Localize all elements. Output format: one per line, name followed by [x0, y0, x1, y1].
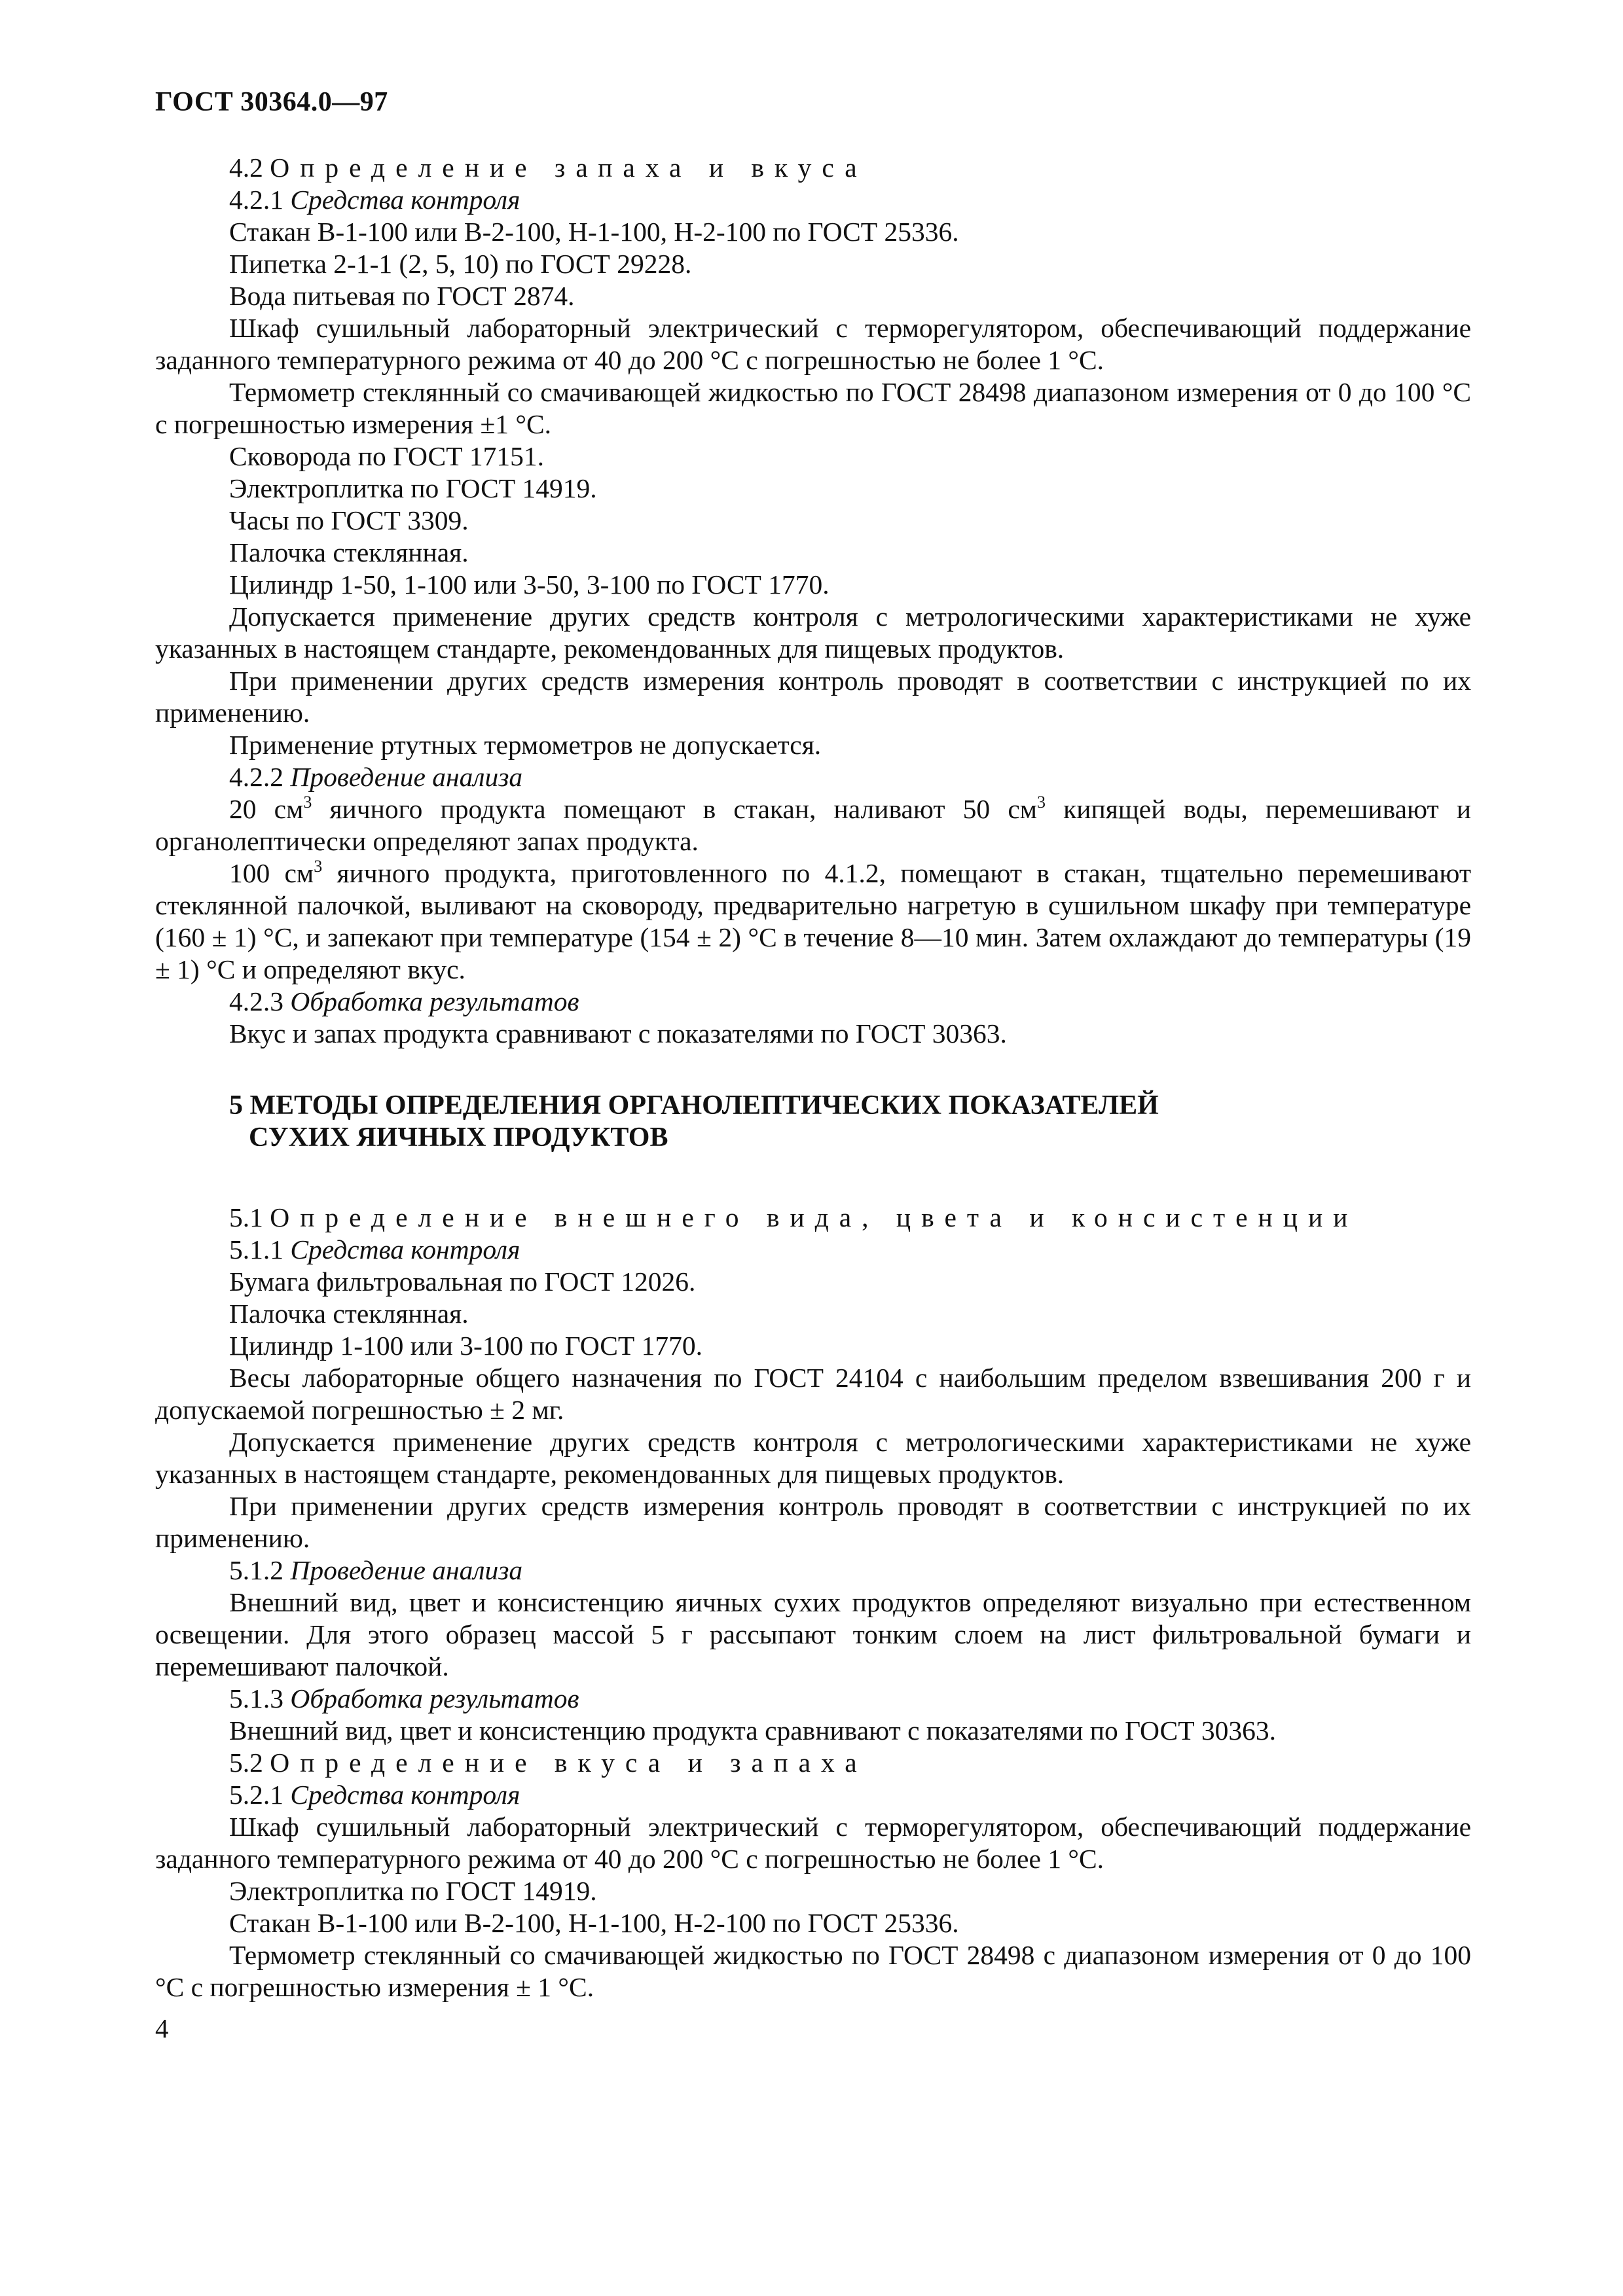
paragraph: Бумага фильтровальная по ГОСТ 12026. — [229, 1266, 696, 1297]
paragraph: 20 $см^3$ яичного продукта помещают в стакан, наливают 50 $см^3$ кипящей воды, перемешивают и органолептически определяют запах продукта. — [155, 793, 1471, 856]
section-5-title: 5 МЕТОДЫ ОПРЕДЕЛЕНИЯ ОРГАНОЛЕПТИЧЕСКИХ ПОКАЗАТЕЛЕЙ СУХИХ ЯИЧНЫХ ПРОДУКТОВ — [229, 1090, 1159, 1153]
spaced-heading-text: Определение вкуса и запаха — [270, 1748, 867, 1778]
paragraph: Цилиндр 1-50, 1-100 или 3-50, 3-100 по ГОСТ 1770. — [229, 569, 830, 600]
clause-4-2-2: 4.2.2 Проведение анализа — [229, 762, 523, 792]
spaced-heading-text: Определение внешнего вида, цвета и консистенции — [270, 1202, 1359, 1232]
document-body — [155, 152, 1471, 2003]
clause-5-1-3: 5.1.3 Обработка результатов — [229, 1683, 579, 1713]
paragraph: Допускается применение других средств контроля с метрологическими характеристиками не хуже указанных в настоящем стандарте, рекомендованных для пищевых продуктов. — [155, 601, 1471, 664]
paragraph: Шкаф сушильный лабораторный электрический с терморегулятором, обеспечивающий поддержание заданного температурного режима от 40 до 200 °С с погрешностью не более 1 °С. — [155, 313, 1471, 375]
paragraph: Сковорода по ГОСТ 17151. — [229, 441, 545, 471]
document-header: ГОСТ 30364.0—97 — [155, 87, 388, 117]
paragraph: Стакан В-1-100 или В-2-100, Н-1-100, Н-2-100 по ГОСТ 25336. — [229, 1908, 959, 1938]
paragraph: Часы по ГОСТ 3309. — [229, 505, 469, 535]
clause-5-2-1: 5.2.1 Средства контроля — [229, 1780, 520, 1810]
clause-5-1-1: 5.1.1 Средства контроля — [229, 1234, 520, 1265]
paragraph: Палочка стеклянная. — [229, 1299, 469, 1329]
paragraph: При применении других средств измерения контроль проводят в соответствии с инструкцией по их применению. — [155, 1491, 1471, 1553]
paragraph: Термометр стеклянный со смачивающей жидкостью по ГОСТ 28498 диапазоном измерения от 0 до 100 °С с погрешностью измерения ±1 °С. — [155, 377, 1471, 439]
paragraph: Электроплитка по ГОСТ 14919. — [229, 473, 597, 503]
paragraph: Термометр стеклянный со смачивающей жидкостью по ГОСТ 28498 с диапазоном измерения от 0 до 100 °С с погрешностью измерения ± 1 °С. — [155, 1940, 1471, 2002]
paragraph: Применение ртутных термометров не допускается. — [229, 730, 822, 760]
paragraph: Цилиндр 1-100 или 3-100 по ГОСТ 1770. — [229, 1331, 702, 1361]
subsection-heading-5-1: 5.1 Определение внешнего вида, цвета и консистенции — [229, 1202, 1359, 1232]
paragraph: Внешний вид, цвет и консистенцию продукта сравнивают с показателями по ГОСТ 30363. — [229, 1715, 1277, 1746]
paragraph: Весы лабораторные общего назначения по ГОСТ 24104 с наибольшим пределом взвешивания 200 г и допускаемой погрешностью ± 2 мг. — [155, 1363, 1471, 1425]
paragraph: Палочка стеклянная. — [229, 537, 469, 567]
clause-4-2-3: 4.2.3 Обработка результатов — [229, 986, 579, 1016]
paragraph: Вкус и запах продукта сравнивают с показателями по ГОСТ 30363. — [229, 1018, 1007, 1049]
spaced-heading-text: Определение запаха и вкуса — [270, 152, 867, 183]
paragraph: При применении других средств измерения контроль проводят в соответствии с инструкцией по их применению. — [155, 666, 1471, 728]
paragraph: Вода питьевая по ГОСТ 2874. — [229, 281, 575, 311]
paragraph: Допускается применение других средств контроля с метрологическими характеристиками не хуже указанных в настоящем стандарте, рекомендованных для пищевых продуктов. — [155, 1427, 1471, 1489]
paragraph: Электроплитка по ГОСТ 14919. — [229, 1876, 597, 1906]
subsection-heading-5-2: 5.2 Определение вкуса и запаха — [229, 1748, 867, 1778]
paragraph: 100 $см^3$ яичного продукта, приготовленного по 4.1.2, помещают в стакан, тщательно перемешивают стеклянной палочкой, выливают на сковороду, предварительно нагретую в сушильном шкафу при температуре (160 ± 1) °С, и запекают при температуре (154 ± 2) °С в течение 8—10 мин. Затем охлаждают до температуры (19 ± 1) °С и определяют вкус. — [155, 857, 1471, 984]
clause-5-1-2: 5.1.2 Проведение анализа — [229, 1555, 523, 1585]
page-number: 4 — [155, 2013, 169, 2043]
paragraph: Пипетка 2-1-1 (2, 5, 10) по ГОСТ 29228. — [229, 249, 692, 279]
subsection-heading-4-2: 4.2 Определение запаха и вкуса — [229, 152, 867, 183]
paragraph: Стакан В-1-100 или В-2-100, Н-1-100, Н-2-100 по ГОСТ 25336. — [229, 217, 959, 247]
clause-4-2-1: 4.2.1 Средства контроля — [229, 185, 520, 215]
paragraph: Шкаф сушильный лабораторный электрический с терморегулятором, обеспечивающий поддержание заданного температурного режима от 40 до 200 °С с погрешностью не более 1 °С. — [155, 1812, 1471, 1874]
paragraph: Внешний вид, цвет и консистенцию яичных сухих продуктов определяют визуально при естественном освещении. Для этого образец массой 5 г рассыпают тонким слоем на лист фильтровальной бумаги и перемешивают палочкой. — [155, 1587, 1471, 1681]
